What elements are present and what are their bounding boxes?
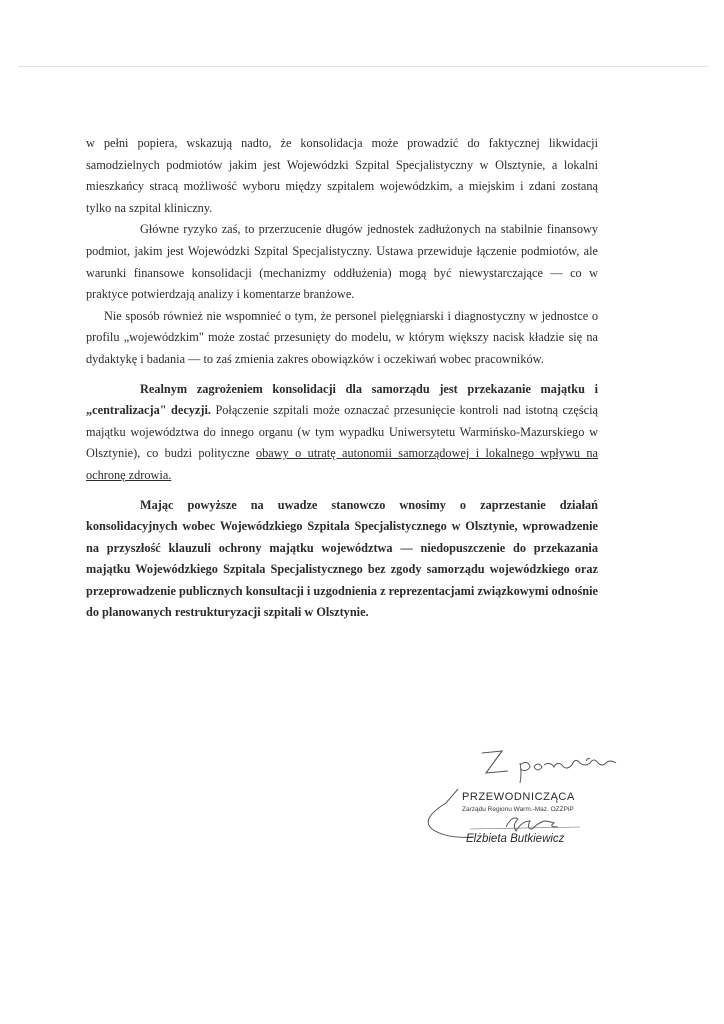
paragraph-4-text: Połączenie szpitali może oznaczać przesunięcie kontroli nad istotną częścią majątku województwa do innego organu (w tym wypadku Uniwersytetu Warmińsko-Mazurskiego w Olsztynie), co budzi polityczne — [86, 403, 598, 461]
signature-title: PRZEWODNICZĄCA — [462, 791, 575, 803]
paragraph-4-bold-lead: Realnym zagrożeniem konsolidacji dla samorządu jest przekazanie majątku i „centralizacja" decyzji. — [86, 381, 598, 418]
letter-body — [86, 133, 598, 624]
paragraph-2: Główne ryzyko zaś, to przerzucenie długów jednostek zadłużonych na stabilnie finansowy podmiot, jakim jest Wojewódzki Szpital Specjalistyczny. Ustawa przewiduje łączenie podmiotów, ale warunki finansowe konsolidacji (mechanizmy oddłużenia) mogą być niewystarczające — co w praktyce potwierdzają analizy i komentarze branżowe. — [86, 222, 598, 302]
paragraph-1: w pełni popiera, wskazują nadto, że konsolidacja może prowadzić do faktycznej likwidacji samodzielnych podmiotów jakim jest Wojewódzki Szpital Specjalistyczny w Olsztynie, a lokalni mieszkańcy stracą możliwość wyboru między szpitalem wojewódzkim, a miejskim i zdani zostaną tylko na szpital kliniczny. — [86, 136, 598, 215]
paragraph-4 — [86, 379, 598, 487]
signature-handwriting-image — [410, 745, 650, 865]
paragraph-4-underlined: obawy o utratę autonomii samorządowej i lokalnego wpływu na ochronę zdrowia. — [86, 446, 598, 482]
signature-block — [410, 745, 650, 865]
page-top-rule — [18, 66, 708, 67]
paragraph-5-request: Mając powyższe na uwadze stanowczo wnosimy o zaprzestanie działań konsolidacyjnych wobec Wojewódzkiego Szpitala Specjalistycznego w Olsztynie, wprowadzenie na przyszłość klauzuli ochrony majątku województwa — niedopuszczenie do przekazania majątku Wojewódzkiego Szpitala Specjalistycznego bez zgody samorządu wojewódzkiego oraz przeprowadzenie publicznych konsultacji i uzgodnienia z reprezentacjami związkowymi odnośnie do planowanych restrukturyzacji szpitali w Olsztynie. — [86, 497, 598, 620]
signature-subtitle: Zarządu Regionu Warm.-Maz. OZZPiP — [462, 806, 574, 813]
signatory-name: Elżbieta Butkiewicz — [466, 833, 565, 845]
paragraph-3: Nie sposób również nie wspomnieć o tym, że personel pielęgniarski i diagnostyczny w jednostce o profilu „wojewódzkim" może zostać przesunięty do modelu, w którym większy nacisk kładzie się na dydaktykę i badania — to zaś zmienia zakres obowiązków i oczekiwań wobec pracowników. — [86, 308, 598, 366]
